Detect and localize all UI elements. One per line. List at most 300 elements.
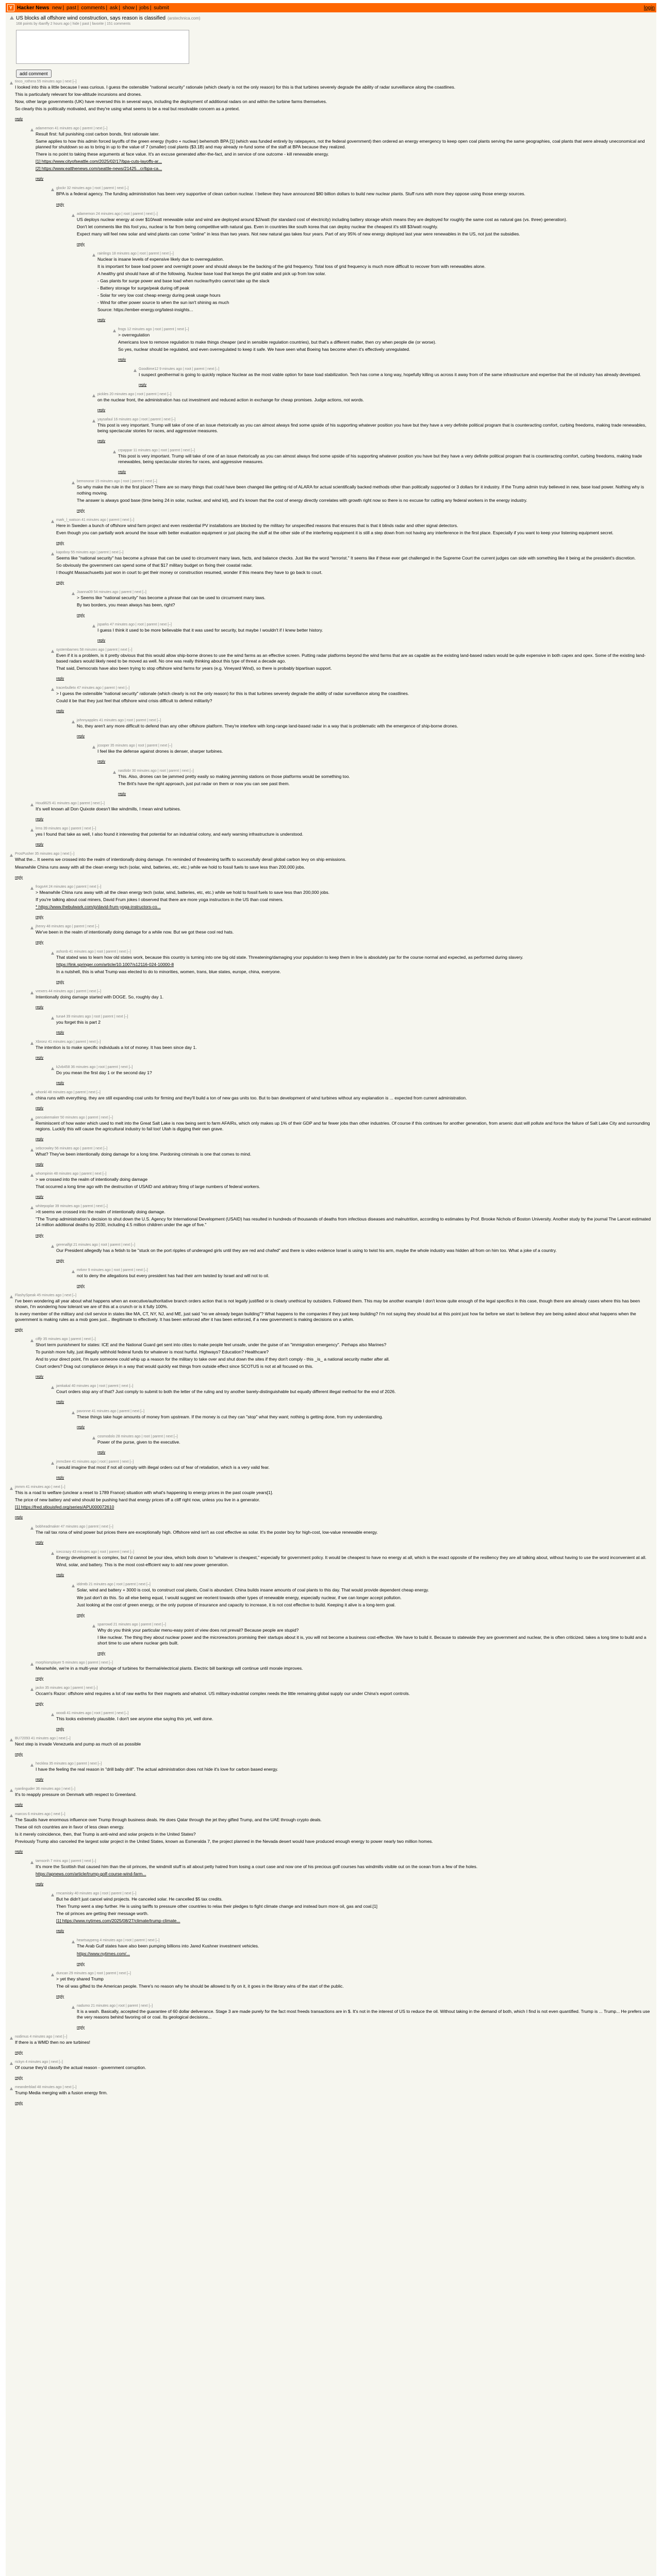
comment-meta[interactable]: heartsaypeng 4 minutes ago | root | parent | next [–] — [77, 1939, 160, 1943]
comment-body — [36, 1337, 652, 1380]
upvote-arrow-icon[interactable] — [10, 2037, 13, 2040]
comment — [10, 1294, 652, 1333]
reply-link[interactable]: reply — [15, 1328, 23, 1332]
reply-link[interactable]: reply — [56, 1929, 64, 1934]
comment-indent — [10, 623, 92, 644]
comment-paragraph: The Brit's have the right approach, just put radar on them or now you can see past them. — [118, 781, 290, 787]
comment-paragraph: So why make the rule in the first place? There are so many things that could have been changed like getting rid of ALARA for actual scientifically backed methods other than politically supported or 3 dollars for it industry. If the Trump admin truly believed in new, base load power. Nothing why is nothing moving. — [77, 484, 644, 496]
comment-body — [15, 2035, 652, 2056]
reply-link[interactable]: reply — [36, 818, 44, 822]
comment-body — [56, 187, 652, 208]
comment-text — [15, 1298, 652, 1323]
comment-meta[interactable]: jmmcbee 41 minutes ago | root | parent | next [–] — [56, 1460, 134, 1464]
comment-indent — [10, 885, 30, 921]
reply-link[interactable]: reply — [97, 409, 106, 413]
comment-meta[interactable]: Joanna09 54 minutes ago | parent | next [–] — [77, 590, 146, 594]
comment-indent — [10, 648, 51, 682]
comment-indent — [10, 1623, 92, 1657]
upvote-arrow-icon[interactable] — [113, 771, 116, 774]
comment-meta[interactable]: meanderblad 48 minutes ago | next [–] — [15, 2085, 77, 2089]
upvote-arrow-icon[interactable] — [72, 2006, 75, 2009]
upvote-arrow-icon[interactable] — [30, 1339, 34, 1342]
comment — [10, 590, 652, 619]
reply-link[interactable]: reply — [97, 760, 106, 764]
reply-link[interactable]: reply — [36, 843, 44, 847]
comment-paragraph: Court orders? Drag out compliance delays in a way that would quickly eat things from outside effect since SCOTUS is not at all focused on this. — [36, 1363, 313, 1369]
upvote-arrow-icon[interactable] — [30, 991, 34, 994]
reply-link[interactable]: reply — [118, 470, 126, 474]
comment-paragraph: Trump Media merging with a fusion energy firm. — [15, 2090, 108, 2095]
reply-link[interactable]: reply — [56, 581, 64, 585]
comment-paragraph[interactable]: https://apnews.com/article/trump-golf-course-wind-farm... — [36, 1871, 146, 1877]
upvote-arrow-icon[interactable] — [30, 926, 34, 929]
upvote-arrow-icon[interactable] — [72, 1940, 75, 1943]
upvote-arrow-icon[interactable] — [51, 1552, 54, 1555]
comment-meta[interactable]: FlashySpeak 45 minutes ago | next [–] — [15, 1293, 76, 1297]
reply-link[interactable]: reply — [56, 1573, 64, 1578]
reply-link[interactable]: reply — [15, 2101, 23, 2105]
nav-submit[interactable]: submit — [154, 5, 169, 11]
comment — [10, 80, 652, 123]
upvote-arrow-icon[interactable] — [51, 952, 54, 955]
upvote-arrow-icon[interactable] — [10, 1295, 13, 1298]
comment-paragraph: Do you mean the first day 1 or the second day 1? — [56, 1070, 152, 1076]
upvote-arrow-icon[interactable] — [72, 214, 75, 217]
comment-meta[interactable]: johnnyapples 41 minutes ago | root | parent | next [–] — [77, 719, 161, 723]
reply-link[interactable]: reply — [15, 2076, 23, 2080]
comment — [10, 2035, 652, 2056]
comment-meta[interactable]: bobheadmaker 47 minutes ago | parent | next [–] — [36, 1525, 113, 1529]
upvote-arrow-icon[interactable] — [30, 1527, 34, 1530]
comment-paragraph: In a nutshell, this is what Trump was elected to do to minorities, women, trans, blue states, europe, china, everyone. — [56, 969, 281, 974]
comment-meta[interactable]: BU72093 41 minutes ago | next [–] — [15, 1736, 71, 1740]
comment-body — [56, 1711, 652, 1733]
upvote-arrow-icon[interactable] — [51, 1016, 54, 1020]
reply-link[interactable]: reply — [15, 117, 23, 122]
nav-past[interactable]: past — [67, 5, 76, 11]
reply-link[interactable]: reply — [36, 940, 44, 944]
comment-meta[interactable]: rickyn 4 minutes ago | next [–] — [15, 2060, 63, 2064]
comment-body — [15, 1294, 652, 1333]
comment-meta[interactable]: frogs44 24 minutes ago | parent | next [–] — [36, 885, 102, 889]
comment-meta[interactable]: ashonb 41 minutes ago | root | parent | next [–] — [56, 950, 131, 954]
upvote-arrow-icon[interactable] — [30, 1764, 34, 1767]
comment-meta[interactable]: ProsPusher 35 minutes ago | next [–] — [15, 852, 75, 856]
comment-indent — [10, 1268, 72, 1290]
comment-paragraph: Previously Trump also canceled the largest solar project in the United States, known as Esmeralda 7, the project planned in the Nevada desert would have produced enough energy to power nearly two million homes. — [15, 1839, 433, 1844]
reply-link[interactable]: reply — [36, 1375, 44, 1379]
comment-paragraph: I would imagine that most if not all comply with illegal orders out of fear of retaliation, which is a very valid fear. — [56, 1465, 270, 1470]
reply-link[interactable]: reply — [97, 1451, 106, 1455]
comment-meta[interactable]: frogs 12 minutes ago | root | parent | next [–] — [118, 328, 189, 332]
comment-paragraph: Why do you think your particular menu-easy point of view does not prevail? Because people are stupid? — [97, 1627, 299, 1633]
reply-link[interactable]: reply — [56, 1400, 64, 1404]
reply-link[interactable]: reply — [36, 1195, 44, 1199]
comment — [10, 367, 652, 388]
upvote-arrow-icon[interactable] — [51, 1713, 54, 1716]
upvote-arrow-icon[interactable] — [10, 16, 14, 20]
reply-link[interactable]: reply — [56, 1476, 64, 1480]
upvote-arrow-icon[interactable] — [72, 592, 75, 595]
comment-paragraph[interactable]: https://link.springer.com/article/10.1007/s12116-024-10000-8 — [56, 961, 174, 967]
comment-meta[interactable]: pancakemaker 50 minutes ago | parent | next [–] — [36, 1116, 113, 1120]
comment — [10, 686, 652, 715]
comment-paragraph: The oil princes are getting their message worth. — [56, 1911, 149, 1917]
comment-text — [56, 1389, 652, 1395]
comment-meta[interactable]: Houdi625 41 minutes ago | parent | next [–] — [36, 802, 105, 806]
comment-paragraph: The rail tax rona of wind power but prices there are exceptionally high. Offshore wind isn't as cost effective as solar. It's the poster boy for high-cost, low-value renewable energy. — [36, 1530, 378, 1535]
comment-body — [36, 885, 652, 921]
comment-body — [77, 2004, 652, 2031]
comment-meta[interactable]: sebcrowley 56 minutes ago | parent | next [–] — [36, 1147, 108, 1151]
upvote-arrow-icon[interactable] — [30, 1663, 34, 1666]
upvote-arrow-icon[interactable] — [30, 887, 34, 890]
comment-paragraph: Even if it is a problem, is it pretty obvious that this would allow ship-borne drones to use the wind farms as an effective screen. Putting radar platforms beyond the wind farms that are as capable as the existing land-based radars would be quite expensive in both capex and opex. Some of the existing land-based radars would likely need to be moved as well. No one was really thinking about this type of threat a decade ago. — [56, 652, 646, 664]
comment-meta[interactable]: nadumo 21 minutes ago | root | parent | next [–] — [77, 2004, 153, 2008]
upvote-arrow-icon[interactable] — [51, 1973, 54, 1976]
reply-link[interactable]: reply — [56, 202, 64, 207]
comment-indent — [10, 950, 51, 986]
reply-link[interactable]: reply — [97, 318, 106, 323]
comment-indent — [10, 1015, 51, 1036]
upvote-arrow-icon[interactable] — [10, 1789, 13, 1792]
comment-paragraph: Court orders stop any of that? Just comply to submit to both the letter of the ruling and try another barely-distinguishable but equally different illegal method for the end of 2026. — [56, 1388, 396, 1394]
reply-link[interactable]: reply — [56, 677, 64, 681]
comment — [10, 1972, 652, 2000]
upvote-arrow-icon[interactable] — [10, 81, 13, 84]
comment-paragraph: Same applies to how this admin forced layoffs of the green energy (hydro + nuclear) behemoth BPA [1] (which was funded entirely by ratepayers, not the federal government) then ordered an energy emergency to keep open coal plants serving the same geographies, coal plants that were already uneconomical and planned for shutdown so as to bring in up to the value of 7 (smaller) coal plants ($3.1B) and may already re-fund some of the staff at BPA because they realized. — [36, 139, 645, 150]
upvote-arrow-icon[interactable] — [92, 624, 95, 628]
upvote-arrow-icon[interactable] — [72, 481, 75, 484]
reply-link[interactable]: reply — [77, 613, 85, 617]
comment-paragraph: > yet they shared Trump — [56, 1976, 104, 1981]
comment-meta[interactable]: jsparks 47 minutes ago | root | parent | next [–] — [97, 622, 172, 626]
comment-paragraph: on the nuclear front, the administration has cut investment and reduced action in exchange for cheap promises. Judge actions, not words. — [97, 397, 364, 403]
upvote-arrow-icon[interactable] — [30, 1174, 34, 1177]
comment-body — [77, 480, 652, 514]
comment-meta[interactable]: rainlings 18 minutes ago | root | parent | next [–] — [97, 251, 174, 256]
upvote-arrow-icon[interactable] — [51, 650, 54, 653]
comment-indent — [10, 1091, 30, 1112]
comment-text — [77, 1587, 652, 1607]
upvote-arrow-icon[interactable] — [30, 828, 34, 832]
comment-paragraph: By two borders, you mean always has been, right? — [77, 602, 175, 607]
comment-body — [56, 1892, 652, 1935]
comment-meta[interactable]: hecklea 35 minutes ago | parent | next [–] — [36, 1761, 102, 1766]
upvote-arrow-icon[interactable] — [51, 1245, 54, 1248]
upvote-arrow-icon[interactable] — [30, 128, 34, 131]
reply-link[interactable]: reply — [15, 1516, 23, 1520]
reply-link[interactable]: reply — [77, 1962, 85, 1966]
comment-meta[interactable]: ciffjr 35 minutes ago | parent | next [–] — [36, 1337, 96, 1341]
reply-link[interactable]: reply — [77, 735, 85, 739]
upvote-arrow-icon[interactable] — [10, 2087, 13, 2090]
comment-paragraph: This looks extremely plausible. I don't see anyone else saying this yet, well done. — [56, 1716, 213, 1721]
reply-link[interactable]: reply — [36, 1541, 44, 1545]
reply-link[interactable]: reply — [15, 1803, 23, 1807]
upvote-arrow-icon[interactable] — [30, 803, 34, 806]
reply-link[interactable]: reply — [139, 383, 147, 387]
comment-meta[interactable]: duncan 29 minutes ago | root | parent | next [–] — [56, 1971, 131, 1975]
upvote-arrow-icon[interactable] — [51, 1893, 54, 1896]
upvote-arrow-icon[interactable] — [30, 1117, 34, 1121]
comment-meta[interactable]: tuna4 39 minutes ago | root | parent | next [–] — [56, 1014, 128, 1019]
comment-meta[interactable]: whonkl 48 minutes ago | parent | next [–] — [36, 1091, 101, 1095]
comment-meta[interactable]: jackn 35 minutes ago | parent | next [–] — [36, 1686, 98, 1690]
reply-link[interactable]: reply — [77, 1613, 85, 1617]
reply-link[interactable]: reply — [36, 1138, 44, 1142]
comment-meta[interactable]: gerenalfgt 21 minutes ago | root | parent | next [–] — [56, 1243, 135, 1247]
comment-paragraph[interactable]: https://www.nytimes.com/... — [77, 1951, 130, 1956]
reply-link[interactable]: reply — [97, 638, 106, 642]
comment-meta[interactable]: cosmodolo 28 minutes ago | root | parent | next [–] — [97, 1435, 178, 1439]
comment-meta[interactable]: jamkakal 40 minutes ago | root | parent | next [–] — [56, 1384, 134, 1388]
comment-body — [36, 1147, 652, 1168]
comment-meta[interactable]: mrkmr 9 minutes ago | root | parent | next [–] — [77, 1268, 148, 1272]
reply-link[interactable]: reply — [36, 1233, 44, 1238]
comment-paragraph: I feel like the defense against drones is denser, sharper turbines. — [97, 749, 223, 754]
comment-body — [36, 1040, 652, 1061]
comment-meta[interactable]: whitepoplar 39 minutes ago | parent | next [–] — [36, 1205, 108, 1209]
comment-meta[interactable]: k2vb458 36 minutes ago | root | parent | next [–] — [56, 1065, 133, 1070]
nav-new[interactable]: new — [52, 5, 62, 11]
upvote-arrow-icon[interactable] — [30, 1148, 34, 1151]
comment-meta[interactable]: lrms 39 minutes ago | parent | next [–] — [36, 827, 96, 831]
comment-paragraph[interactable]: [1] https://www.cityofseattle.com/2025/02/17/bpa-cuts-layoffs-ar... — [36, 159, 162, 164]
comment — [10, 1812, 652, 1855]
comment-paragraph: - Gas plants for surge power and base load when nuclear/hydro cannot take up the slack — [97, 278, 270, 283]
upvote-arrow-icon[interactable] — [10, 1738, 13, 1741]
reply-link[interactable]: reply — [15, 1850, 23, 1854]
comment-indent — [10, 744, 92, 765]
upvote-arrow-icon[interactable] — [10, 2062, 13, 2065]
comment-paragraph: US deploys nuclear energy at over $10/watt renewable solar and wind are deployed around $2/watt (for standard cost of electricity) including battery storage which means they are deployed for roughly the same cost as natural gas (vs. three) generation). — [77, 216, 568, 222]
reply-link[interactable]: reply — [36, 177, 44, 181]
comment-paragraph[interactable]: [2] https://www.eatthenews.com/seattle-news/21425...cr/bpa-ca... — [36, 166, 162, 172]
reply-link[interactable]: reply — [77, 242, 85, 246]
comment-meta[interactable]: nodimus 4 minutes ago | next [–] — [15, 2035, 68, 2039]
reply-link[interactable]: reply — [36, 915, 44, 919]
comment-meta[interactable]: sparrowd 21 minutes ago | parent | next [–] — [97, 1622, 166, 1626]
nav-ask[interactable]: ask — [109, 5, 118, 11]
upvote-arrow-icon[interactable] — [72, 720, 75, 723]
upvote-arrow-icon[interactable] — [92, 1436, 95, 1439]
upvote-arrow-icon[interactable] — [92, 419, 95, 422]
comment-meta[interactable]: Goodtime12 9 minutes ago | root | parent | next [–] — [139, 367, 220, 371]
reply-link[interactable]: reply — [77, 509, 85, 513]
comment-paragraph: And to your direct point, I'm sure someone could whip up a reason for the military to take over and shut down the sites if they don't comply - this _is_ a national security matter after all. — [36, 1356, 390, 1362]
story-title[interactable]: US blocks all offshore wind construction, says reason is classified — [16, 15, 166, 21]
comment-text — [56, 653, 652, 671]
reply-link[interactable]: reply — [56, 1727, 64, 1731]
reply-link[interactable]: reply — [36, 1005, 44, 1009]
upvote-arrow-icon[interactable] — [51, 552, 54, 555]
reply-link[interactable]: reply — [77, 1284, 85, 1288]
reply-link[interactable]: reply — [15, 875, 23, 879]
nav-comments[interactable]: comments — [81, 5, 105, 11]
reply-link[interactable]: reply — [15, 1752, 23, 1756]
reply-link[interactable]: reply — [56, 1081, 64, 1086]
reply-link[interactable]: reply — [77, 2025, 85, 2029]
reply-link[interactable]: reply — [77, 1426, 85, 1430]
upvote-arrow-icon[interactable] — [92, 1624, 95, 1628]
comment-text — [56, 1465, 652, 1470]
reply-link[interactable]: reply — [56, 709, 64, 714]
comment — [10, 623, 652, 644]
comment-paragraph[interactable]: [1] https://www.nytimes.com/2025/08/27/climate/trump-climate... — [56, 1918, 180, 1924]
comment-meta[interactable]: rmcamisky 40 minutes ago | root | parent | next [–] — [56, 1892, 137, 1896]
comment-text — [36, 806, 652, 812]
comment-text — [36, 890, 652, 910]
comment-meta[interactable]: bemonorar 15 minutes ago | root | parent | next [–] — [77, 480, 157, 484]
reply-link[interactable]: reply — [97, 1651, 106, 1655]
comment-text — [56, 955, 652, 975]
comment-body — [56, 518, 652, 547]
reply-link[interactable]: reply — [56, 541, 64, 545]
upvote-arrow-icon[interactable] — [92, 394, 95, 397]
upvote-arrow-icon[interactable] — [30, 1688, 34, 1691]
upvote-arrow-icon[interactable] — [72, 1411, 75, 1414]
comment-meta[interactable]: systembarnes 58 minutes ago | parent | next [–] — [56, 648, 133, 652]
reply-link[interactable]: reply — [36, 1107, 44, 1111]
comment — [10, 1787, 652, 1808]
upvote-arrow-icon[interactable] — [51, 1462, 54, 1465]
comment-body — [118, 769, 652, 798]
comment-meta[interactable]: woodi 41 minutes ago | root | parent | next [–] — [56, 1711, 129, 1715]
upvote-arrow-icon[interactable] — [30, 1092, 34, 1095]
comment-indent — [10, 1711, 51, 1733]
comment-meta[interactable]: iceccrazy 43 minutes ago | root | parent | next [–] — [56, 1550, 134, 1554]
comment-meta[interactable]: adamemon 41 minutes ago | parent | next [–] — [36, 127, 108, 131]
comment-meta[interactable]: tamsonh 7 mins ago | parent | next [–] — [36, 1859, 96, 1863]
comment-meta[interactable]: morphismplayer 5 minutes ago | parent | next [–] — [36, 1660, 113, 1665]
reply-link[interactable]: reply — [36, 1056, 44, 1060]
comment-text — [15, 1792, 652, 1798]
comment-body — [36, 990, 652, 1011]
comment-meta[interactable]: jhenry 48 minutes ago | parent | next [–] — [36, 924, 100, 928]
upvote-arrow-icon[interactable] — [92, 253, 95, 257]
comment-paragraph: The Saudis have enormous influence over Trump through business deals. He does Qatar through the jet they gifted Trump, and the UAE through crypto deals. — [15, 1817, 322, 1823]
reply-link[interactable]: reply — [36, 1163, 44, 1167]
upvote-arrow-icon[interactable] — [30, 1042, 34, 1045]
comment-meta[interactable]: nastlobr 30 minutes ago | root | parent | next [–] — [118, 769, 194, 773]
comment-paragraph: Just looking at the cost of green energy, or the only purpose of insurance and capacity to increase, it is not cost effective to build. Keeping it alive is a long-term goal. — [77, 1602, 396, 1607]
comment-meta[interactable]: crpappar 11 minutes ago | root | parent | next [–] — [118, 449, 195, 453]
comment-meta[interactable]: Xbronz 41 minutes ago | parent | next [–] — [36, 1040, 101, 1044]
story — [6, 12, 656, 80]
comment — [10, 418, 652, 445]
comment-indent — [10, 449, 113, 476]
comment-meta[interactable]: pickles 20 minutes ago | root | parent | next [–] — [97, 393, 172, 397]
reply-link[interactable]: reply — [56, 1259, 64, 1263]
comment-meta[interactable]: marcos 6 minutes ago | next [–] — [15, 1812, 65, 1817]
comment — [10, 1015, 652, 1036]
comment-meta[interactable]: tinco_rothera 55 minutes ago | next [–] — [15, 80, 77, 83]
reply-link[interactable]: reply — [15, 2050, 23, 2055]
nav-jobs[interactable]: jobs — [139, 5, 149, 11]
comment-paragraph[interactable]: * https://www.thebulwark.com/p/david-frum-yoga-instructors-co... — [36, 904, 161, 909]
comment-meta[interactable]: mark_l_watson 41 minutes ago | parent | next [–] — [56, 518, 135, 522]
comment-paragraph[interactable]: [1] https://fred.stlouisfed.org/series/APU000072610 — [15, 1504, 114, 1510]
comment-paragraph: > Seems like "national security" has become a phrase that can be used to circumvent many laws. — [77, 595, 266, 600]
upvote-arrow-icon[interactable] — [51, 688, 54, 691]
hn-logo-icon[interactable]: Y — [7, 4, 14, 11]
comment-meta[interactable]: jmmm 41 minutes ago | next [–] — [15, 1485, 65, 1489]
upvote-arrow-icon[interactable] — [92, 745, 95, 749]
comment-text — [36, 131, 652, 172]
reply-link[interactable]: reply — [36, 1676, 44, 1681]
upvote-arrow-icon[interactable] — [113, 450, 116, 453]
reply-link[interactable]: reply — [36, 1777, 44, 1782]
comment-meta[interactable]: glockr 32 minutes ago | root | parent | next [–] — [56, 187, 129, 191]
upvote-arrow-icon[interactable] — [10, 1487, 13, 1490]
upvote-arrow-icon[interactable] — [51, 1067, 54, 1070]
upvote-arrow-icon[interactable] — [51, 1386, 54, 1389]
upvote-arrow-icon[interactable] — [72, 1584, 75, 1587]
comment-text — [15, 1741, 652, 1747]
story-site[interactable]: (arstechnica.com) — [167, 16, 201, 21]
comment-meta[interactable]: tracerbulletx 47 minutes ago | parent | next [–] — [56, 686, 130, 690]
comment-text — [77, 217, 652, 237]
comment-meta[interactable]: ryanlinguder 36 minutes ago | next [–] — [15, 1787, 76, 1791]
reply-link[interactable]: reply — [118, 358, 126, 362]
upvote-arrow-icon[interactable] — [72, 1270, 75, 1273]
comment-paragraph: So yes, nuclear should be regulated, and even overregulated to keep it safe. We have seen what Boeing has become when it's effectively unregulated. — [118, 347, 410, 352]
comment-text — [15, 2065, 652, 2071]
comment-textarea[interactable] — [16, 30, 189, 64]
upvote-arrow-icon[interactable] — [51, 520, 54, 523]
story-subline: 168 points by rbanffy 2 hours ago | hide | past | favorite | 151 comments — [16, 22, 130, 26]
reply-link[interactable]: reply — [56, 1031, 64, 1035]
comment-meta[interactable]: adamemon 24 minutes ago | root | parent | next [–] — [77, 212, 158, 216]
site-name[interactable]: Hacker News — [17, 5, 49, 11]
reply-link[interactable]: reply — [118, 792, 126, 796]
comment-body — [15, 852, 652, 880]
comment-meta[interactable]: jcooper 35 minutes ago | root | parent | next [–] — [97, 744, 172, 748]
comment-meta[interactable]: iddmtb 21 minutes ago | root | parent | next [–] — [77, 1583, 151, 1587]
comment-meta[interactable]: kapoboy 55 minutes ago | parent | next [–] — [56, 550, 124, 554]
reply-link[interactable]: reply — [36, 1883, 44, 1887]
comment — [10, 480, 652, 514]
comment-text — [36, 1530, 652, 1535]
comment-text — [15, 2090, 652, 2096]
upvote-arrow-icon[interactable] — [113, 329, 116, 332]
upvote-arrow-icon[interactable] — [51, 188, 54, 191]
reply-link[interactable]: reply — [97, 439, 106, 444]
login-link[interactable]: login — [643, 5, 655, 11]
comment — [10, 518, 652, 547]
upvote-arrow-icon[interactable] — [10, 854, 13, 857]
comment-meta[interactable]: whompinin 48 minutes ago | parent | next [–] — [36, 1172, 107, 1176]
upvote-arrow-icon[interactable] — [30, 1206, 34, 1209]
comment-meta[interactable]: pavonne 41 minutes ago | parent | next [–] — [77, 1410, 144, 1414]
add-comment-button[interactable]: add comment — [16, 70, 52, 78]
comment-meta[interactable]: yaysafaul 16 minutes ago | root | parent | next [–] — [97, 418, 176, 422]
reply-link[interactable]: reply — [36, 1702, 44, 1706]
reply-link[interactable]: reply — [56, 980, 64, 984]
comment-paragraph[interactable]: Source: https://ember-energy.org/latest-insights... — [97, 307, 193, 312]
reply-link[interactable]: reply — [56, 1994, 64, 1998]
comment — [10, 950, 652, 986]
upvote-arrow-icon[interactable] — [30, 1861, 34, 1864]
upvote-arrow-icon[interactable] — [10, 1814, 13, 1817]
comment-meta[interactable]: vrexers 44 minutes ago | parent | next [–] — [36, 989, 101, 993]
comment — [10, 1859, 652, 1888]
comment-text — [139, 372, 652, 378]
nav-show[interactable]: show — [122, 5, 135, 11]
upvote-arrow-icon[interactable] — [134, 369, 137, 372]
comment-text — [118, 774, 652, 787]
